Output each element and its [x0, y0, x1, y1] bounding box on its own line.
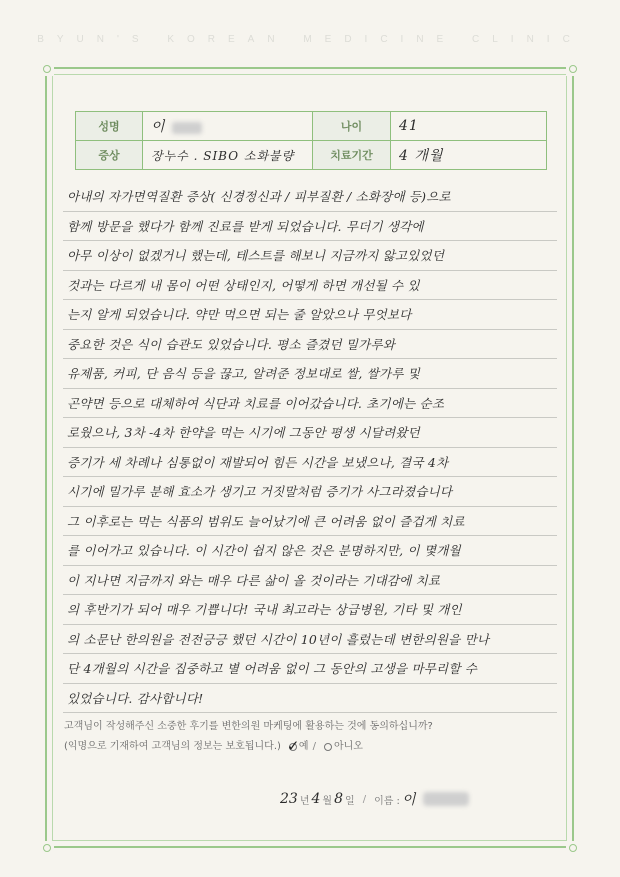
- info-row: [76, 141, 547, 170]
- review-line: 있었습니다. 감사합니다!: [63, 684, 557, 714]
- info-row: [76, 112, 547, 141]
- year-value: 23: [280, 791, 298, 807]
- name-value: 이: [151, 119, 166, 135]
- review-line: 시기에 밀가루 분해 효소가 생기고 거짓말처럼 증기가 사그라졌습니다: [63, 477, 557, 507]
- day-value: 8: [334, 791, 344, 807]
- clinic-banner: BYUN'S KOREAN MEDICINE CLINIC: [37, 34, 583, 45]
- review-line: 증기가 세 차례나 심통없이 재발되어 힘든 시간을 보냈으나, 결국 4차: [63, 448, 557, 478]
- consent-note: (익명으로 기재하여 고객님의 정보는 보호됩니다.): [64, 741, 281, 752]
- review-line: 이 지나면 지금까지 와는 매우 다른 삶이 올 것이라는 기대감에 치료: [63, 566, 557, 596]
- checked-radio-icon[interactable]: [289, 743, 297, 751]
- radio-icon[interactable]: [324, 743, 332, 751]
- corner-ornament-icon: [566, 841, 580, 855]
- year-unit: 년: [299, 795, 310, 807]
- month-value: 4: [311, 791, 321, 807]
- signature-name-value: 이: [401, 792, 416, 808]
- corner-ornament-icon: [40, 841, 54, 855]
- redacted-signature: [423, 792, 469, 806]
- review-line: 함께 방문을 했다가 함께 진료를 받게 되었습니다. 무더기 생각에: [63, 212, 557, 242]
- review-line: 단 4개월의 시간을 집중하고 별 어려움 없이 그 동안의 고생을 마무리할 수: [63, 654, 557, 684]
- period-cell: [391, 141, 547, 170]
- corner-ornament-icon: [40, 62, 54, 76]
- consent-yes-option[interactable]: [289, 736, 309, 758]
- patient-info-table: [75, 111, 547, 170]
- consent-section: [64, 718, 554, 758]
- period-label: 치료기간: [313, 141, 391, 170]
- review-line: 곤약면 등으로 대체하여 식단과 치료를 이어갔습니다. 초기에는 순조: [63, 389, 557, 419]
- review-line: 로웠으나, 3차 -4차 한약을 먹는 시기에 그동안 평생 시달려왔던: [63, 418, 557, 448]
- corner-ornament-icon: [566, 62, 580, 76]
- signature-row: [278, 786, 558, 812]
- review-line: 는지 알게 되었습니다. 약만 먹으면 되는 줄 알았으나 무엇보다: [63, 300, 557, 330]
- consent-options-row: (익명으로 기재하여 고객님의 정보는 보호됩니다.) ✓ 예 / 아니오: [64, 736, 554, 758]
- review-line: 그 이후로는 먹는 식품의 범위도 늘어났기에 큰 어려움 없이 즐겁게 치료: [63, 507, 557, 537]
- symptom-label: 증상: [76, 141, 143, 170]
- age-value: 41: [399, 118, 419, 134]
- review-line: 아무 이상이 없겠거니 했는데, 테스트를 해보니 지금까지 앓고있었던: [63, 241, 557, 271]
- name-cell: [143, 112, 313, 141]
- review-line: 것과는 다르게 내 몸이 어떤 상태인지, 어떻게 하면 개선될 수 있: [63, 271, 557, 301]
- review-line: 중요한 것은 식이 습관도 있었습니다. 평소 즐겼던 밀가루와: [63, 330, 557, 360]
- redacted-name: [172, 122, 202, 134]
- review-line: 의 소문난 한의원을 전전긍긍 했던 시간이 10년이 흘렀는데 변한의원을 만나: [63, 625, 557, 655]
- consent-yes-label: 예: [298, 741, 309, 752]
- review-line: 아내의 자가면역질환 증상( 신경정신과 / 피부질환 / 소화장애 등)으로: [63, 182, 557, 212]
- review-line: 의 후반기가 되어 매우 기쁩니다! 국내 최고라는 상급병원, 기타 및 개인: [63, 595, 557, 625]
- month-unit: 월: [322, 795, 333, 807]
- review-text: [63, 182, 557, 713]
- day-unit: 일: [345, 795, 355, 807]
- signature-separator: /: [362, 793, 367, 805]
- review-line: 를 이어가고 있습니다. 이 시간이 쉽지 않은 것은 분명하지만, 이 몇개월: [63, 536, 557, 566]
- review-line: 유제품, 커피, 단 음식 등을 끊고, 알려준 정보대로 쌀, 쌀가루 및: [63, 359, 557, 389]
- consent-no-label: 아니오: [333, 741, 363, 752]
- consent-no-option[interactable]: [324, 736, 363, 758]
- age-label: 나이: [313, 112, 391, 141]
- symptom-value: 장누수 . SIBO 소화불량: [151, 148, 295, 163]
- name-label: 성명: [76, 112, 143, 141]
- age-cell: [391, 112, 547, 141]
- signature-name-label: 이름 :: [374, 795, 400, 807]
- symptom-cell: [143, 141, 313, 170]
- period-value: 4 개월: [399, 148, 444, 164]
- consent-question: 고객님이 작성해주신 소중한 후기를 변한의원 마케팅에 활용하는 것에 동의하십니까?: [64, 721, 433, 732]
